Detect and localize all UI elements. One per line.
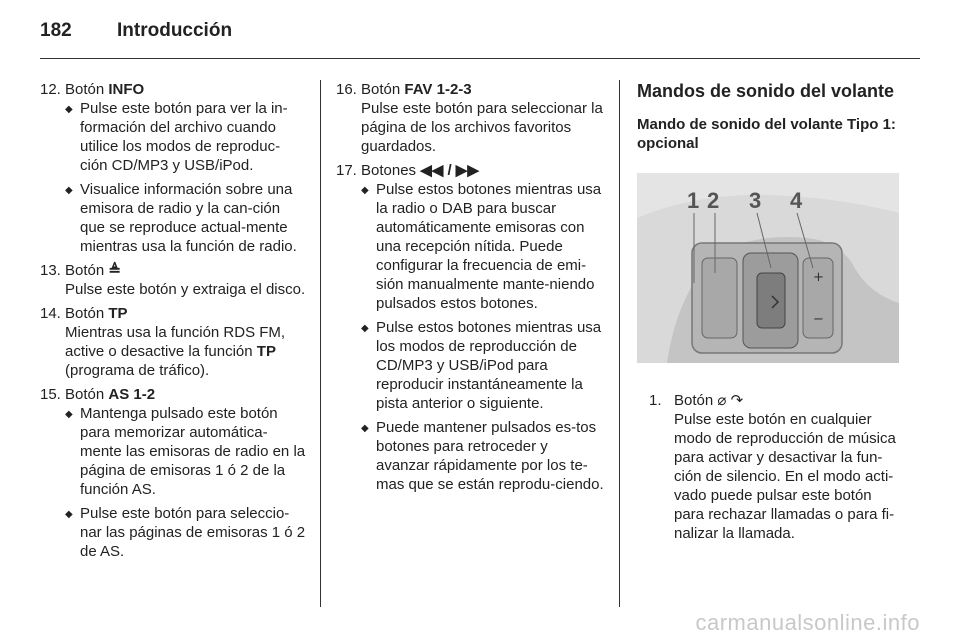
- page-number: 182: [40, 20, 72, 41]
- bullet: ◆ Pulse estos botones mientras usa la radio o DAB para buscar automáticamente emisoras con una recepción nítida. Puede configurar la frecuencia de emi-sión manualmente mante-niendo pulsados estos botones.: [361, 181, 602, 312]
- section-heading: Mandos de sonido del volante: [637, 81, 895, 101]
- item-17: 17. Botones ◀◀ / ▶▶ ◆ Pulse estos botones mientras usa la radio o DAB para buscar automáticamente emisoras con una recepción nítida. Puede configurar la frecuencia de emi-sión manualmente mante-niendo pulsados estos botones. ◆ Pulse estos botones mientras usa los modos de reproducción de CD/MP3 y USB/iPod para reproducir instantáneamente la pista anterior o siguiente. ◆ Puede mantener pulsados es-tos botones para retroceder y avanzar rápidamente por los te-mas que se están reprodu-ciendo.: [336, 162, 604, 493]
- item-14: 14. Botón TP Mientras usa la función RDS FM, active o desactive la función TP (programa de tráfico).: [40, 305, 286, 379]
- diamond-bullet-icon: ◆: [361, 323, 369, 334]
- figure-label-1: 1: [687, 188, 700, 213]
- steering-wheel-illustration: [637, 173, 899, 363]
- column-2: [336, 80, 604, 499]
- seek-icon: ◀◀ / ▶▶: [420, 162, 479, 179]
- section-subheading: Mando de sonido del volante Tipo 1: opcional: [637, 116, 896, 152]
- page-title: Introducción: [117, 20, 233, 41]
- svg-text:−: −: [813, 312, 824, 327]
- bullet: ◆ Mantenga pulsado este botón para memorizar automática-mente las emisoras de radio en la página de emisoras 1 ó 2 de la función AS.: [65, 405, 306, 498]
- bullet: ◆ Pulse este botón para ver la in-formación del archivo cuando utilice los modos de reproduc-ción CD/MP3 y USB/iPod.: [65, 100, 288, 174]
- steering-wheel-controls-figure: [637, 173, 899, 363]
- item-16: 16. Botón FAV 1-2-3 Pulse este botón para seleccionar la página de los archivos favoritos guardados.: [336, 81, 603, 155]
- bullet: ◆ Puede mantener pulsados es-tos botones para retroceder y avanzar rápidamente por los te-mas que se están reprodu-ciendo.: [361, 419, 604, 493]
- bullet: ◆ Visualice información sobre una emisora de radio y la can-ción que se reproduce actual-mente mientras usa la función de radio.: [65, 181, 297, 255]
- item-12: 12. Botón INFO ◆ Pulse este botón para ver la in-formación del archivo cuando utilice los modos de reproduc-ción CD/MP3 y USB/iPod. ◆ Visualice información sobre una emisora de radio y la can-ción que se reproduce actual-mente mientras usa la función de radio.: [40, 80, 306, 256]
- column-divider-1: [320, 80, 321, 607]
- item-15: 15. Botón AS 1-2 ◆ Mantenga pulsado este botón para memorizar automática-mente las emisoras de radio en la página de emisoras 1 ó 2 de la función AS. ◆ Pulse este botón para seleccio-nar las páginas de emisoras 1 ó 2 de AS.: [40, 386, 306, 560]
- watermark: carmanualsonline.info: [695, 610, 920, 635]
- column-3: [637, 80, 899, 548]
- diamond-bullet-icon: ◆: [65, 509, 73, 520]
- item-13: 13. Botón ≜ Pulse este botón y extraiga el disco.: [40, 262, 306, 298]
- svg-text:+: +: [813, 270, 824, 285]
- figure-label-3: 3: [749, 188, 762, 213]
- item-1: 1. Botón ⌀ ↷ Pulse este botón en cualquier modo de reproducción de música para activar y desactivar la fun-ción de silencio. En el modo acti-vado puede pulsar este botón para rechazar llamadas o para fi-nalizar la llamada.: [649, 392, 896, 542]
- figure-label-4: 4: [790, 188, 803, 213]
- figure-label-2: 2: [707, 188, 720, 213]
- eject-icon: ≜: [108, 262, 121, 279]
- diamond-bullet-icon: ◆: [65, 185, 73, 196]
- bullet: ◆ Pulse estos botones mientras usa los modos de reproducción de CD/MP3 y USB/iPod para reproducir instantáneamente la pista anterior o siguiente.: [361, 319, 602, 412]
- diamond-bullet-icon: ◆: [361, 423, 369, 434]
- diamond-bullet-icon: ◆: [361, 185, 369, 196]
- diamond-bullet-icon: ◆: [65, 409, 73, 420]
- column-divider-2: [619, 80, 620, 607]
- bullet: ◆ Pulse este botón para seleccio-nar las páginas de emisoras 1 ó 2 de AS.: [65, 505, 306, 560]
- page-header: [40, 20, 232, 42]
- column-1: [40, 80, 306, 566]
- diamond-bullet-icon: ◆: [65, 104, 73, 115]
- mute-hangup-icon: ⌀ ↷: [717, 392, 744, 409]
- header-rule: [40, 58, 920, 59]
